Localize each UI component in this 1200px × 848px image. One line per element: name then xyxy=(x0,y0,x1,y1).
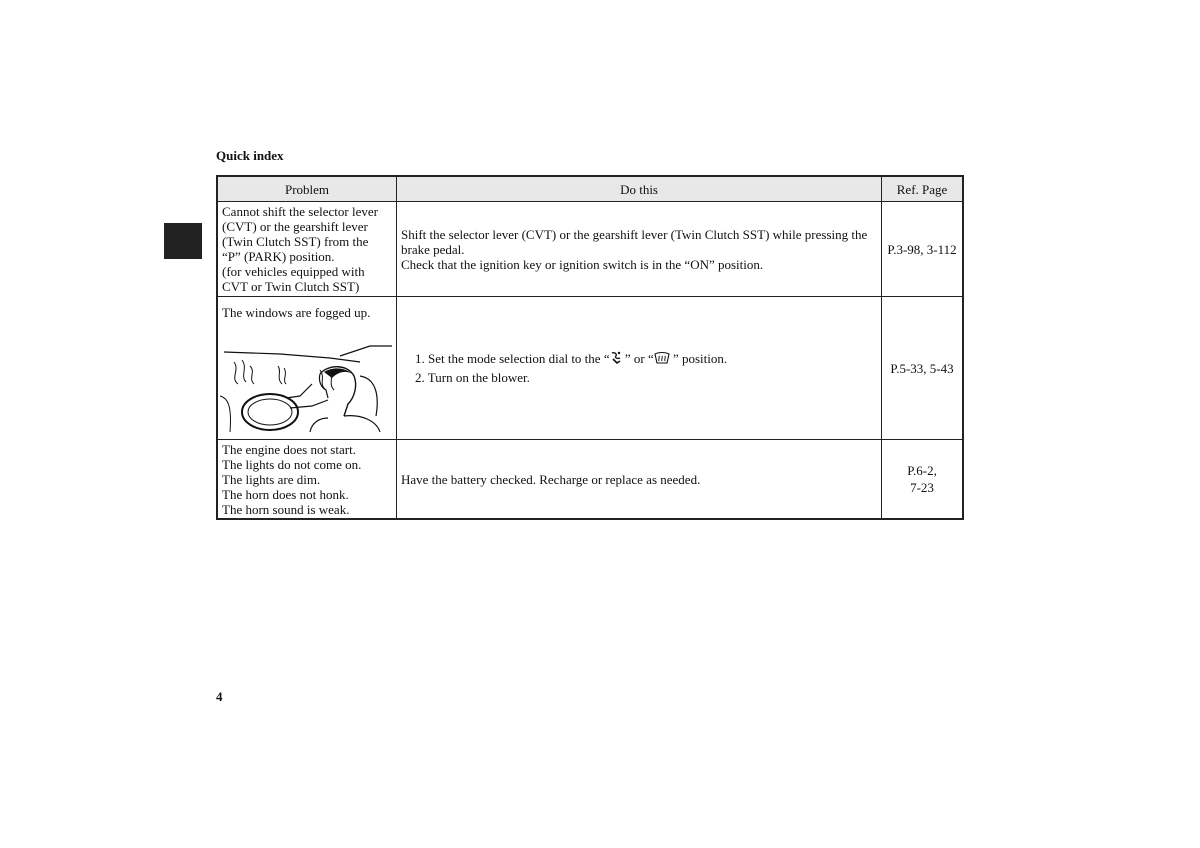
problem-line: CVT or Twin Clutch SST) xyxy=(222,279,360,294)
action-line: Check that the ignition key or ignition switch is in the “ON” position. xyxy=(401,256,764,272)
action-cell xyxy=(397,297,882,440)
table-row xyxy=(217,202,963,297)
ref-page-cell xyxy=(882,297,963,440)
ref-page-cell xyxy=(882,202,963,297)
ref-page-cell xyxy=(882,440,963,520)
header-problem: Problem xyxy=(217,176,397,202)
problem-line: The horn sound is weak. xyxy=(222,501,350,517)
header-ref-page: Ref. Page xyxy=(882,176,963,202)
action-line: brake pedal. xyxy=(401,241,465,257)
ref-page-text: P.3-98, 3-112 xyxy=(887,241,957,257)
driver-fogged-window-illustration xyxy=(220,326,392,432)
problem-line: Cannot shift the selector lever xyxy=(222,204,378,219)
problem-line: “P” (PARK) position. xyxy=(222,249,335,264)
chapter-tab-marker xyxy=(164,223,202,259)
defrost-foot-mode-icon xyxy=(610,351,622,369)
problem-cell xyxy=(217,202,397,297)
table-header-row xyxy=(217,176,963,202)
problem-line: The lights do not come on. xyxy=(222,456,362,472)
action-cell xyxy=(397,202,882,297)
problem-line: (for vehicles equipped with xyxy=(222,264,365,279)
action-line: Shift the selector lever (CVT) or the gearshift lever (Twin Clutch SST) while pressing the xyxy=(401,226,868,242)
problem-line: (Twin Clutch SST) from the xyxy=(222,234,369,249)
problem-cell xyxy=(217,297,397,440)
ref-page-text: P.5-33, 5-43 xyxy=(890,360,954,376)
step-1-suffix: ” position. xyxy=(669,350,728,366)
problem-line: The engine does not start. xyxy=(222,441,356,457)
step-2: 2. Turn on the blower. xyxy=(415,370,530,385)
step-1-prefix: 1. Set the mode selection dial to the “ xyxy=(415,350,610,366)
windshield-defrost-icon xyxy=(654,351,670,369)
action-cell xyxy=(397,440,882,520)
problem-line: The lights are dim. xyxy=(222,471,321,487)
quick-index-table xyxy=(216,175,964,520)
problem-line: The horn does not honk. xyxy=(222,486,349,502)
action-line: Have the battery checked. Recharge or replace as needed. xyxy=(401,471,701,487)
step-1-mid: ” or “ xyxy=(621,350,654,366)
problem-line: The windows are fogged up. xyxy=(222,304,371,320)
ref-page-text: P.6-2, xyxy=(907,463,937,478)
problem-cell xyxy=(217,440,397,520)
page-number: 4 xyxy=(216,689,223,704)
step-1 xyxy=(415,350,877,369)
ref-page-text: 7-23 xyxy=(910,480,934,495)
table-row xyxy=(217,440,963,520)
header-do-this: Do this xyxy=(397,176,882,202)
problem-line: (CVT) or the gearshift lever xyxy=(222,219,368,234)
table-row xyxy=(217,297,963,440)
section-title: Quick index xyxy=(216,148,284,163)
